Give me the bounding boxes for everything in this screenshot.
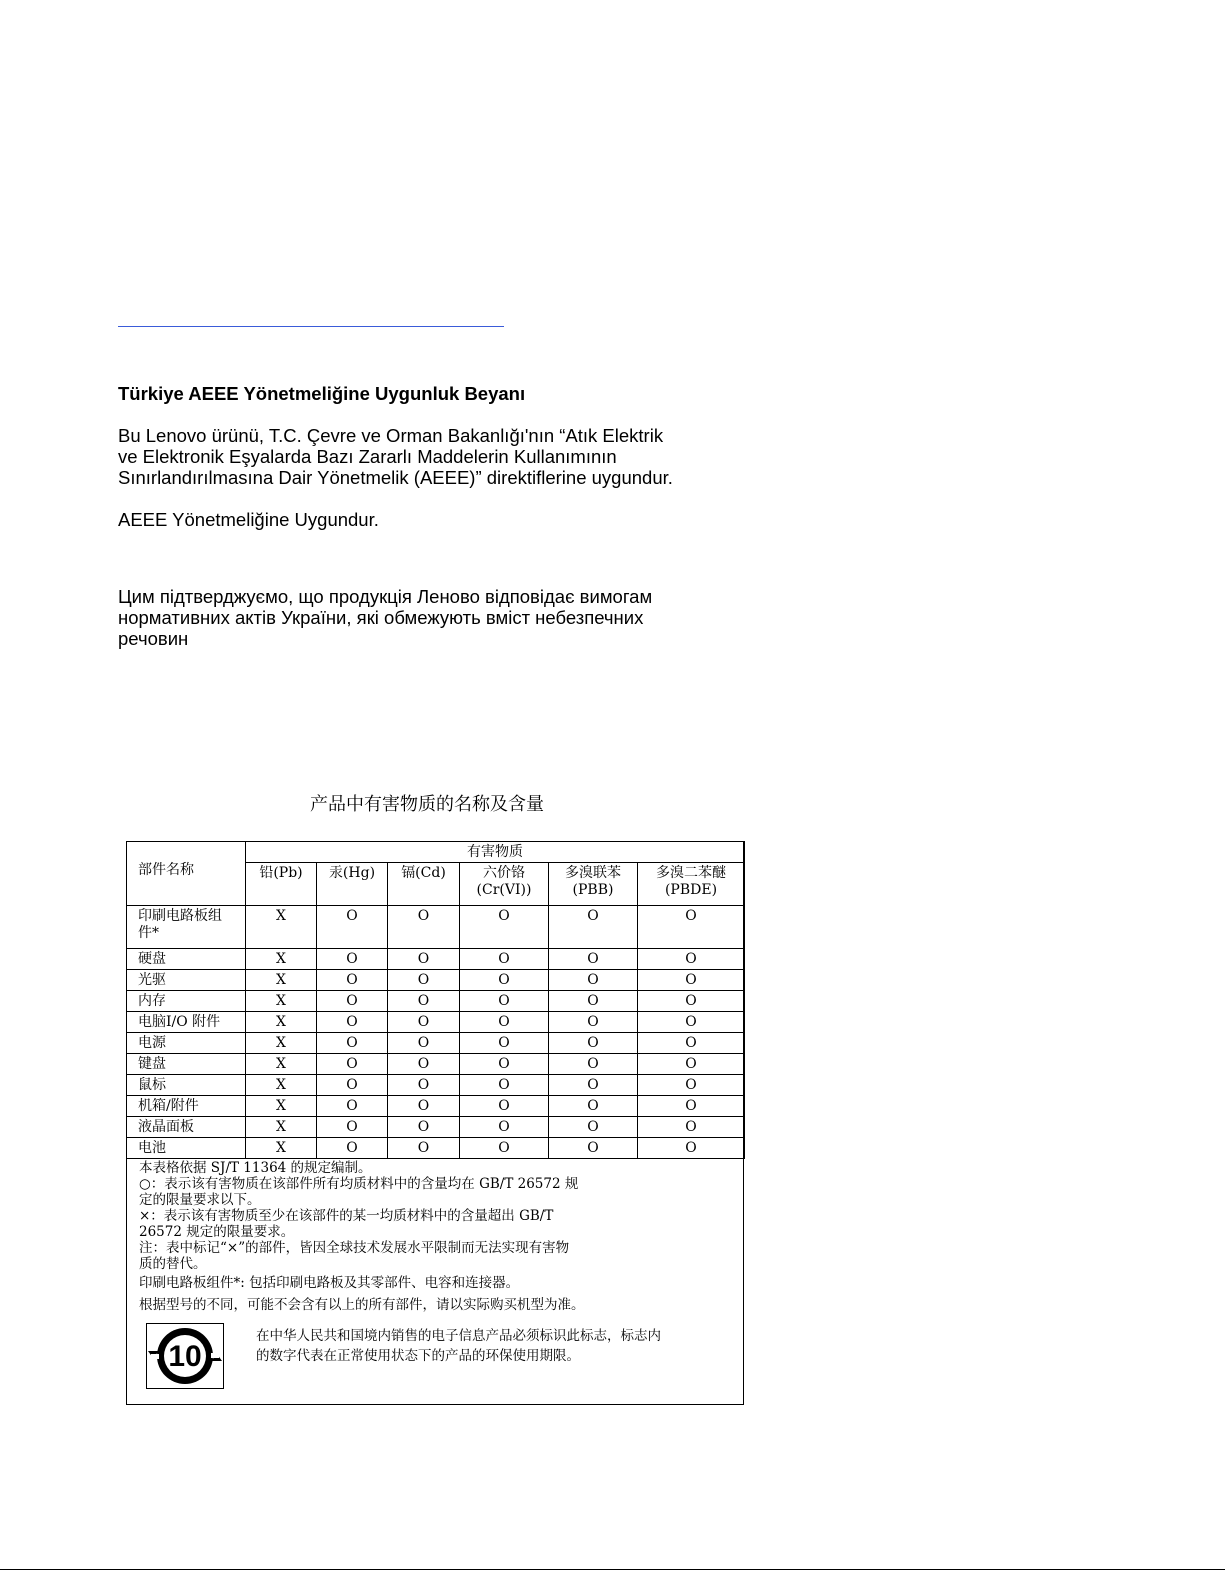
eco-label-text-line: 的数字代表在正常使用状态下的产品的环保使用期限。 [256, 1348, 580, 1364]
table-note-line: 本表格依据 SJ/T 11364 的规定编制。 [139, 1160, 372, 1176]
substance-column-header [549, 863, 638, 906]
environmental-protection-use-period-logo [146, 1323, 224, 1389]
turkey-paragraph-line: Bu Lenovo ürünü, T.C. Çevre ve Orman Bakanlığı'nın “Atık Elektrik [118, 425, 664, 446]
substance-value-cell: O [317, 1117, 388, 1138]
substance-value-cell: O [388, 949, 460, 970]
substance-value-cell: X [246, 1138, 317, 1159]
table-notes [139, 1160, 729, 1313]
substance-value-cell: O [388, 1012, 460, 1033]
part-name-cell [127, 1012, 246, 1033]
substance-value-cell: O [388, 1096, 460, 1117]
substance-value-cell: O [317, 1054, 388, 1075]
ukraine-paragraph-line: нормативних актів України, які обмежують вміст небезпечних [118, 607, 644, 628]
part-name-line: 电池 [138, 1139, 166, 1156]
table-note-line: ×：表示该有害物质至少在该部件的某一均质材料中的含量超出 GB/T [139, 1208, 554, 1224]
table-row [127, 1075, 745, 1096]
substance-value-cell: O [638, 1096, 745, 1117]
turkey-paragraph-line: Sınırlandırılmasına Dair Yönetmelik (AEEE)” direktiflerine uygundur. [118, 467, 673, 488]
substance-value-cell: O [388, 1117, 460, 1138]
part-name-header [127, 842, 246, 906]
substance-value-cell: O [317, 949, 388, 970]
part-name-cell [127, 1096, 246, 1117]
part-name-line: 电源 [138, 1034, 166, 1051]
substance-value-cell: O [638, 949, 745, 970]
hazardous-substances-table [126, 841, 745, 1159]
table-row [127, 1054, 745, 1075]
substance-column-header-line: 多溴二苯醚 [656, 865, 726, 881]
part-name-line: 内存 [138, 992, 166, 1009]
substance-value-cell: O [388, 1054, 460, 1075]
substance-value-cell: X [246, 949, 317, 970]
table-row [127, 1033, 745, 1054]
substance-value-cell: O [549, 991, 638, 1012]
part-name-line: 键盘 [138, 1055, 166, 1072]
table-note-line: 质的替代。 [139, 1256, 207, 1272]
substance-value-cell: O [549, 1138, 638, 1159]
part-name-line: 鼠标 [138, 1076, 166, 1093]
eco-label-years: 10 [168, 1340, 202, 1373]
eco-label-text [256, 1326, 736, 1366]
substance-column-header-line: (PBDE) [664, 882, 718, 898]
table-note-line: 印刷电路板组件*: 包括印刷电路板及其零部件、电容和连接器。 [139, 1275, 520, 1291]
ukraine-paragraph [118, 586, 652, 649]
substance-column-header-line: (PBB) [572, 882, 614, 898]
part-name-line: 液晶面板 [138, 1118, 194, 1135]
substance-value-cell: O [388, 1075, 460, 1096]
substance-column-header [246, 863, 317, 906]
turkey-paragraph-line: ve Elektronik Eşyalarda Bazı Zararlı Maddelerin Kullanımının [118, 446, 617, 467]
table-row [127, 1117, 745, 1138]
substance-value-cell: O [638, 906, 745, 949]
eco-label-icon [147, 1324, 223, 1388]
substance-column-header [388, 863, 460, 906]
substance-value-cell: O [638, 1033, 745, 1054]
substance-value-cell: O [317, 970, 388, 991]
substance-column-header-line: 镉(Cd) [401, 865, 446, 881]
turkey-paragraph [118, 425, 673, 488]
turkey-compliance-statement: AEEE Yönetmeliğine Uygundur. [118, 509, 379, 530]
part-name-header-label: 部件名称 [138, 862, 194, 878]
substance-value-cell: O [460, 1117, 549, 1138]
substance-value-cell: O [638, 1138, 745, 1159]
substance-value-cell: X [246, 1033, 317, 1054]
substance-value-cell: O [460, 1054, 549, 1075]
substance-value-cell: X [246, 1117, 317, 1138]
substance-column-header-line: 汞(Hg) [328, 865, 376, 881]
part-name-cell [127, 1054, 246, 1075]
substance-value-cell: O [460, 1096, 549, 1117]
part-name-cell [127, 1117, 246, 1138]
turkey-heading: Türkiye AEEE Yönetmeliğine Uygunluk Beyanı [118, 383, 526, 404]
table-row [127, 949, 745, 970]
substance-value-cell: O [549, 1033, 638, 1054]
substance-value-cell: X [246, 906, 317, 949]
substances-header: 有害物质 [246, 842, 745, 863]
substance-column-header-line: 六价铬 [483, 865, 525, 881]
substance-value-cell: X [246, 970, 317, 991]
ukraine-paragraph-line: Цим підтверджуємо, що продукція Леново відповідає вимогам [118, 586, 653, 607]
substance-column-header-line: (Cr(VI)) [476, 882, 532, 898]
table-note-line: 根据型号的不同，可能不会含有以上的所有部件，请以实际购买机型为准。 [139, 1297, 585, 1313]
substance-value-cell: O [549, 1117, 638, 1138]
substance-value-cell: X [246, 1054, 317, 1075]
substance-value-cell: O [317, 1033, 388, 1054]
substance-value-cell: O [460, 1033, 549, 1054]
substance-value-cell: O [317, 1096, 388, 1117]
substance-value-cell: O [638, 1117, 745, 1138]
substance-value-cell: O [638, 970, 745, 991]
substance-value-cell: O [317, 1138, 388, 1159]
substance-value-cell: O [549, 1096, 638, 1117]
substance-value-cell: O [638, 1054, 745, 1075]
substance-column-header [317, 863, 388, 906]
substance-value-cell: O [638, 991, 745, 1012]
substance-value-cell: O [317, 1012, 388, 1033]
table-row [127, 906, 745, 949]
substance-value-cell: O [460, 970, 549, 991]
table-row [127, 1096, 745, 1117]
eco-label-text-line: 在中华人民共和国境内销售的电子信息产品必须标识此标志，标志内 [256, 1328, 661, 1344]
substance-value-cell: O [317, 1075, 388, 1096]
substance-value-cell: O [317, 906, 388, 949]
china-rohs-title: 产品中有害物质的名称及含量 [310, 794, 544, 815]
table-row [127, 1138, 745, 1159]
substance-value-cell: X [246, 991, 317, 1012]
table-note-line: ○：表示该有害物质在该部件所有均质材料中的含量均在 GB/T 26572 规 [139, 1176, 579, 1192]
substance-value-cell: O [388, 1138, 460, 1159]
substance-value-cell: O [549, 949, 638, 970]
ukraine-paragraph-line: речовин [118, 628, 189, 649]
part-name-line: 光驱 [138, 971, 166, 988]
page-bottom-rule [0, 1569, 1225, 1570]
part-name-cell [127, 1138, 246, 1159]
part-name-cell [127, 1033, 246, 1054]
substance-value-cell: O [460, 1138, 549, 1159]
substance-value-cell: O [460, 949, 549, 970]
substance-value-cell: O [638, 1075, 745, 1096]
table-note-line: 注：表中标记“×”的部件，皆因全球技术发展水平限制而无法实现有害物 [139, 1240, 570, 1256]
substance-value-cell: O [388, 1033, 460, 1054]
substance-value-cell: O [317, 991, 388, 1012]
part-name-line: 电脑I/O 附件 [138, 1013, 221, 1030]
table-row [127, 970, 745, 991]
substance-value-cell: O [549, 1054, 638, 1075]
table-header-row [127, 842, 745, 863]
substance-value-cell: O [549, 1012, 638, 1033]
part-name-line: 印刷电路板组 [138, 908, 222, 924]
substance-value-cell: O [460, 1012, 549, 1033]
substance-value-cell: O [388, 970, 460, 991]
substance-column-header [460, 863, 549, 906]
substance-value-cell: X [246, 1075, 317, 1096]
table-row [127, 1012, 745, 1033]
part-name-cell [127, 970, 246, 991]
substance-value-cell: O [638, 1012, 745, 1033]
part-name-line: 机箱/附件 [138, 1097, 199, 1114]
part-name-cell [127, 991, 246, 1012]
part-name-cell [127, 949, 246, 970]
top-divider [118, 326, 504, 327]
substance-value-cell: O [388, 991, 460, 1012]
substance-column-header-line: 多溴联苯 [565, 865, 621, 881]
substance-value-cell: O [460, 991, 549, 1012]
substance-value-cell: O [549, 970, 638, 991]
part-name-line: 件* [138, 925, 159, 941]
substance-column-header [638, 863, 745, 906]
substance-value-cell: O [549, 906, 638, 949]
substance-value-cell: X [246, 1096, 317, 1117]
part-name-cell [127, 1075, 246, 1096]
table-note-line: 定的限量要求以下。 [139, 1192, 261, 1208]
part-name-cell [127, 906, 246, 949]
table-row [127, 991, 745, 1012]
substance-value-cell: O [460, 1075, 549, 1096]
substance-value-cell: X [246, 1012, 317, 1033]
substance-value-cell: O [388, 906, 460, 949]
part-name-line: 硬盘 [138, 950, 166, 967]
substance-value-cell: O [549, 1075, 638, 1096]
table-note-line: 26572 规定的限量要求。 [139, 1224, 295, 1240]
substance-column-header-line: 铅(Pb) [259, 865, 303, 881]
substance-value-cell: O [460, 906, 549, 949]
